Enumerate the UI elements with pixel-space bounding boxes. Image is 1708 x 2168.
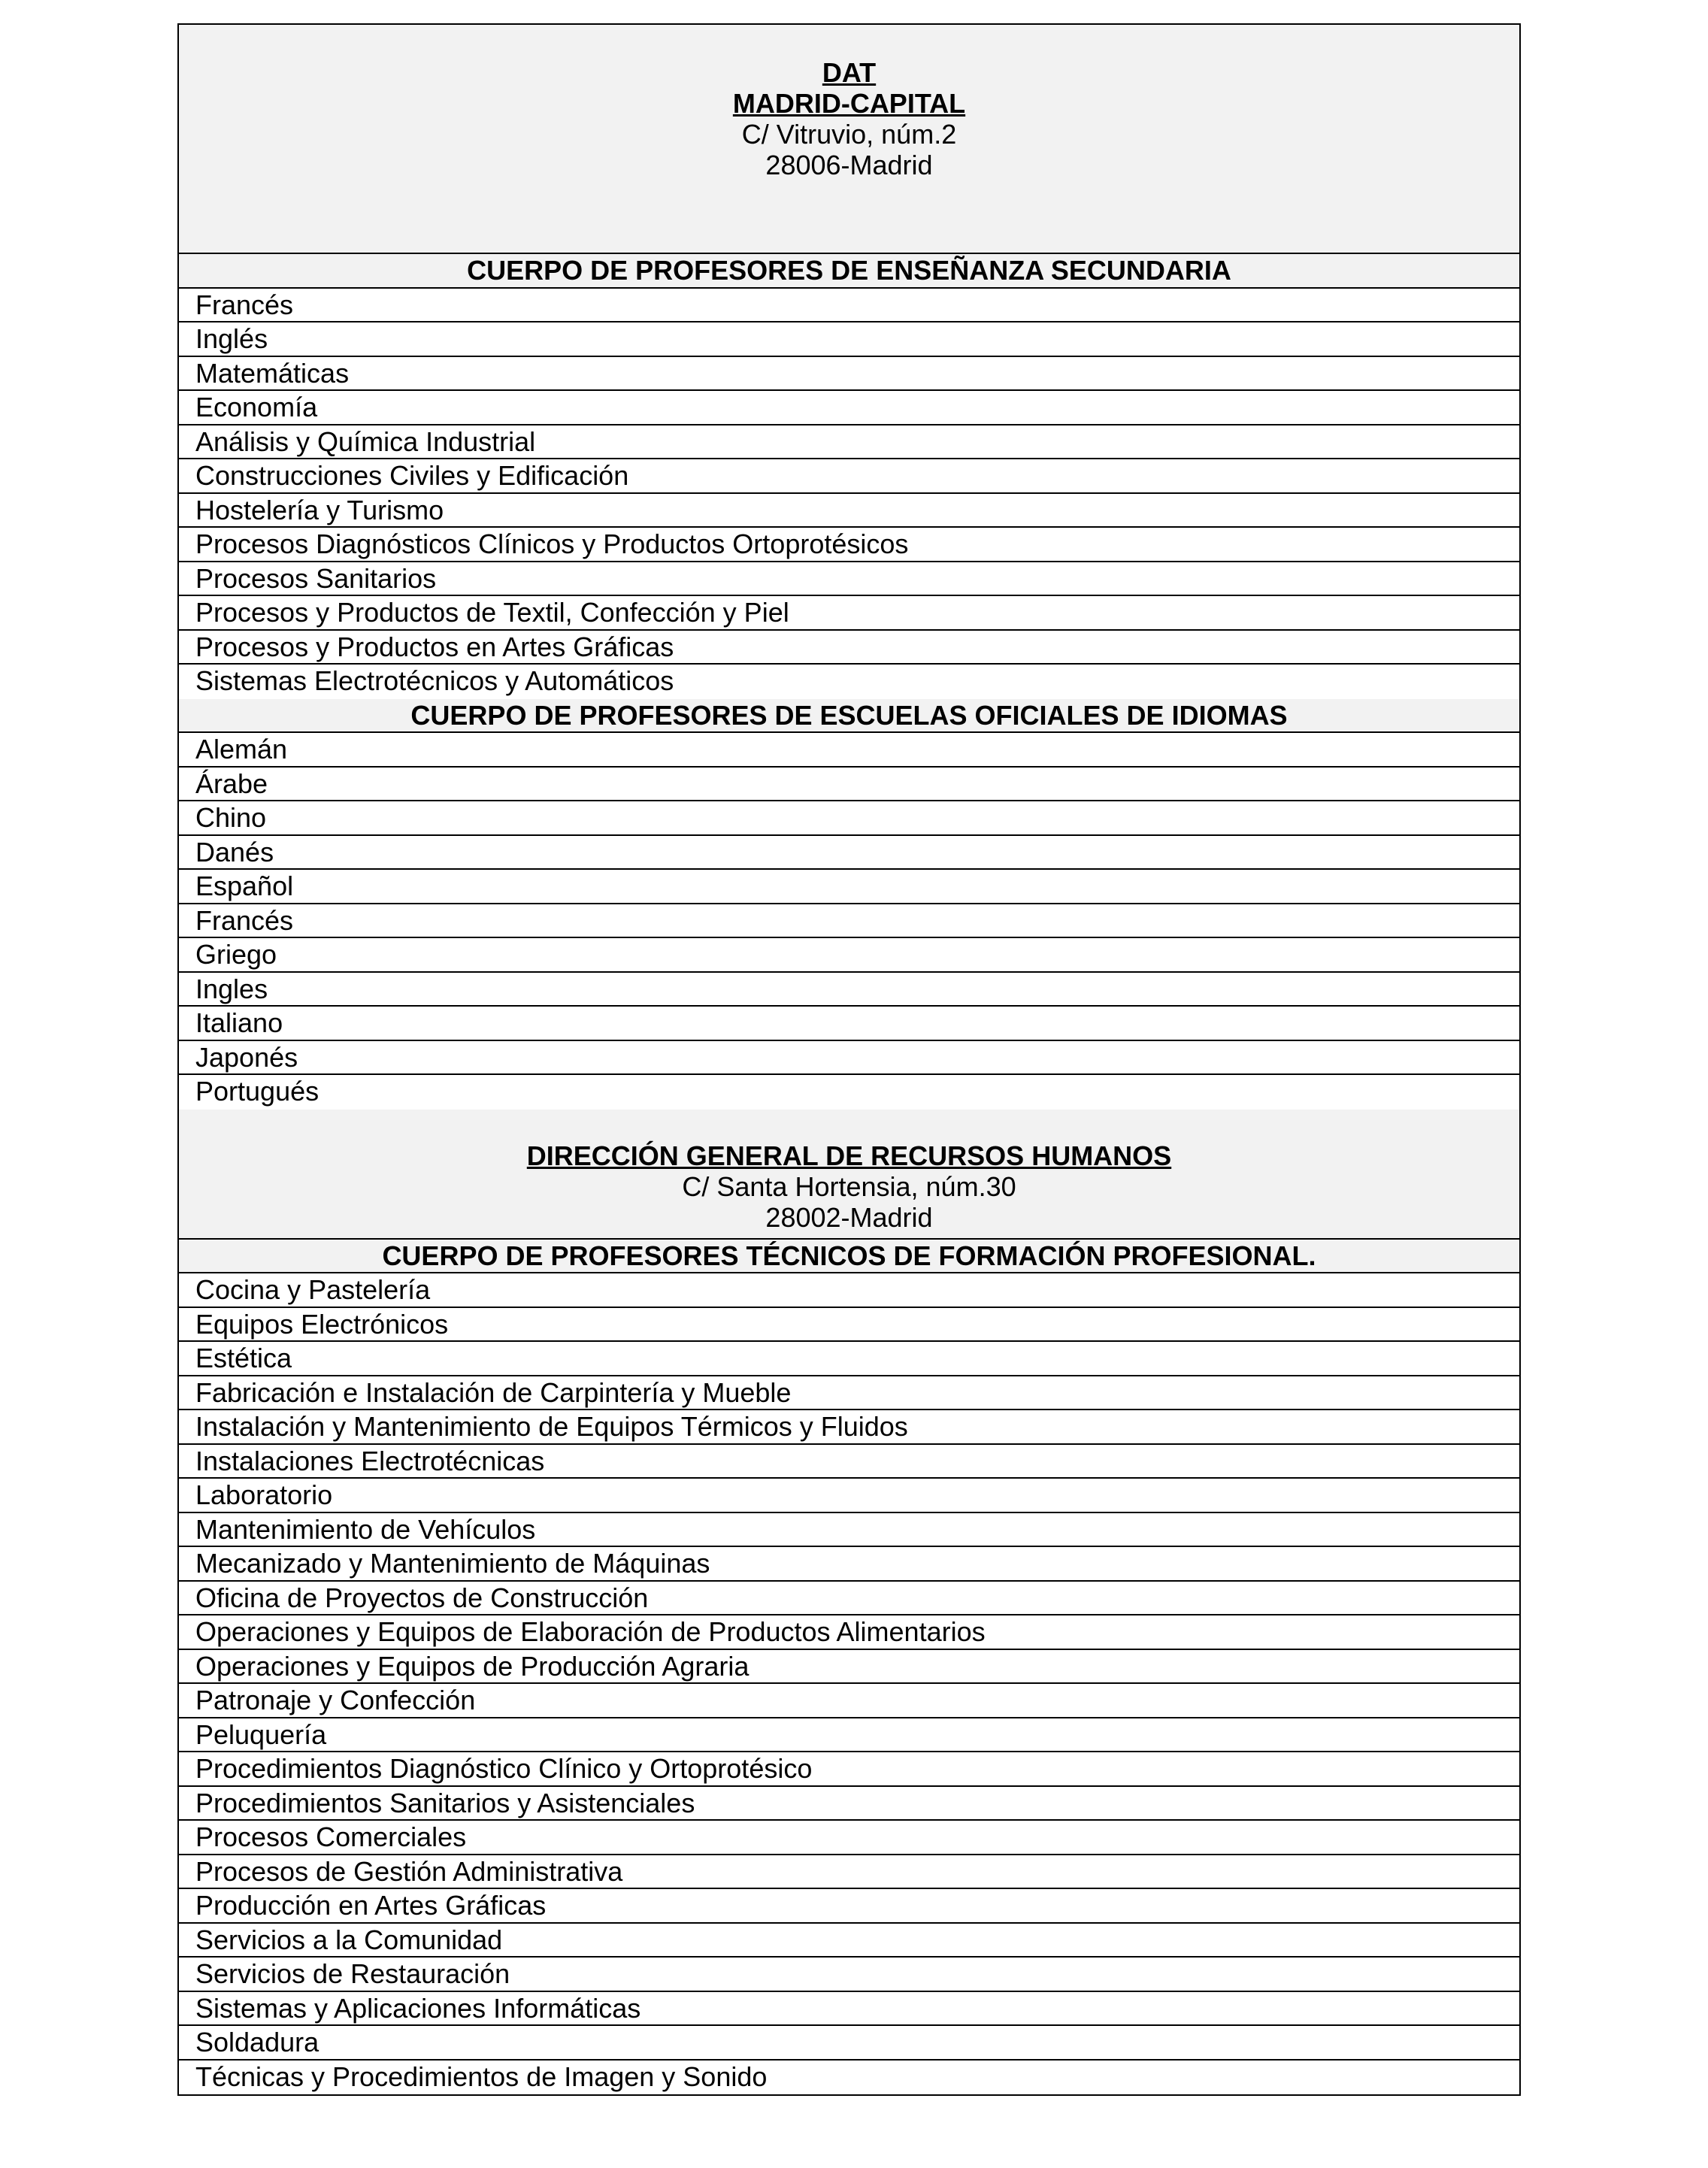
table-row: Instalaciones Electrotécnicas [179,1445,1519,1479]
table-row: Francés [179,289,1519,323]
table-row: Francés [179,904,1519,939]
table-row: Operaciones y Equipos de Elaboración de Productos Alimentarios [179,1615,1519,1650]
table-row: Mantenimiento de Vehículos [179,1513,1519,1548]
table-row: Economía [179,391,1519,425]
table-row: Procesos de Gestión Administrativa [179,1855,1519,1890]
table-row: Procedimientos Sanitarios y Asistenciales [179,1787,1519,1821]
table-row: Operaciones y Equipos de Producción Agraria [179,1650,1519,1685]
table-row: Construcciones Civiles y Edificación [179,459,1519,494]
table-row: Producción en Artes Gráficas [179,1889,1519,1924]
table-row: Matemáticas [179,357,1519,392]
table-row: Instalación y Mantenimiento de Equipos Térmicos y Fluidos [179,1410,1519,1445]
table-row: Laboratorio [179,1479,1519,1513]
table-row: Alemán [179,733,1519,768]
table-row: Sistemas Electrotécnicos y Automáticos [195,665,674,696]
table-row: Análisis y Química Industrial [179,425,1519,460]
table-row: Inglés [179,322,1519,357]
table-row: Procesos y Productos de Textil, Confección y Piel [179,596,1519,631]
office-header-dat [179,25,1519,254]
table-row: Fabricación e Instalación de Carpintería y Mueble [179,1376,1519,1411]
office-title: DIRECCIÓN GENERAL DE RECURSOS HUMANOS [526,1140,1172,1171]
table-row: Procesos y Productos en Artes Gráficas [179,631,1519,665]
table-row: Soldadura [179,2026,1519,2061]
section-header: CUERPO DE PROFESORES TÉCNICOS DE FORMACIÓN PROFESIONAL. [179,1240,1519,1274]
table-row: Chino [179,801,1519,836]
table-row: Hostelería y Turismo [179,494,1519,528]
table-row: Ingles [179,973,1519,1007]
document-table [177,23,1521,2096]
table-row: Técnicas y Procedimientos de Imagen y Sonido [195,2061,768,2092]
table-row: Español [179,870,1519,904]
specialty-list-idiomas [179,733,1519,1110]
specialty-list-secundaria [179,289,1519,699]
table-row: Griego [179,938,1519,973]
table-row: Patronaje y Confección [179,1684,1519,1718]
table-row: Oficina de Proyectos de Construcción [179,1582,1519,1616]
table-row: Procesos Diagnósticos Clínicos y Productos Ortoprotésicos [179,528,1519,562]
table-row: Procedimientos Diagnóstico Clínico y Ortoprotésico [179,1752,1519,1787]
table-row: Equipos Electrónicos [179,1308,1519,1343]
specialty-list-fp [179,1273,1519,2094]
section-header: CUERPO DE PROFESORES DE ESCUELAS OFICIALES DE IDIOMAS [179,699,1519,734]
table-row: Danés [179,836,1519,871]
table-row: Procesos Comerciales [179,1821,1519,1855]
table-row: Estética [179,1342,1519,1376]
office-address: C/ Santa Hortensia, núm.30 [682,1170,1016,1202]
office-header-dgrh [179,1110,1519,1240]
office-subtitle: MADRID-CAPITAL [732,88,966,119]
table-row: Cocina y Pastelería [179,1273,1519,1308]
table-row: Japonés [179,1041,1519,1076]
office-city: 28002-Madrid [765,1201,933,1233]
section-header: CUERPO DE PROFESORES DE ENSEÑANZA SECUNDARIA [179,254,1519,289]
table-row: Árabe [179,768,1519,802]
table-row: Italiano [179,1007,1519,1041]
table-row: Servicios de Restauración [179,1958,1519,1992]
office-city: 28006-Madrid [765,150,933,180]
table-row: Procesos Sanitarios [179,562,1519,597]
table-row: Sistemas y Aplicaciones Informáticas [179,1992,1519,2027]
office-title: DAT [822,57,877,88]
table-row: Servicios a la Comunidad [179,1924,1519,1958]
table-row: Portugués [195,1076,319,1107]
office-address: C/ Vitruvio, núm.2 [741,119,957,150]
table-row: Mecanizado y Mantenimiento de Máquinas [179,1547,1519,1582]
table-row: Peluquería [179,1718,1519,1753]
